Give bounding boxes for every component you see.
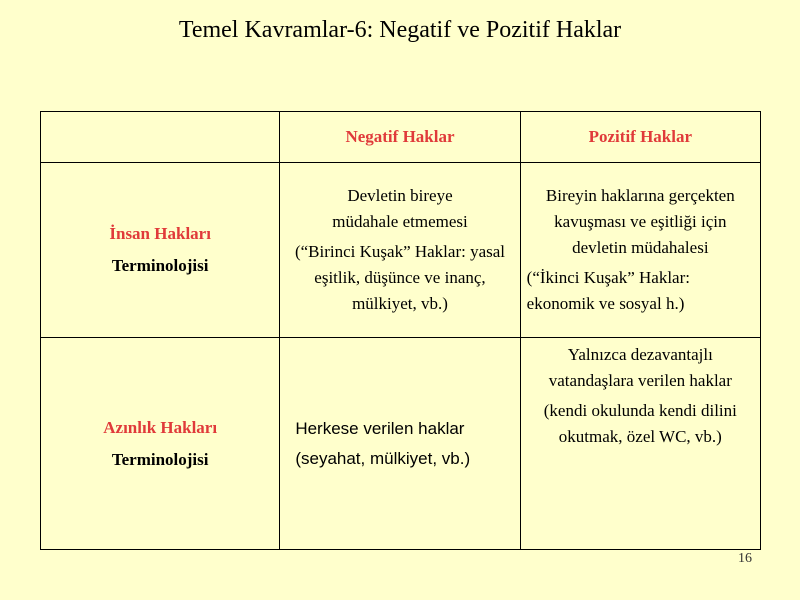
row-label-terminolojisi: Terminolojisi [111, 449, 209, 469]
cell-insan-pozitif [520, 163, 760, 338]
cell-azinlik-pozitif [520, 338, 760, 550]
row-label-azinlik-haklari: Azınlık Hakları [103, 417, 218, 437]
rights-comparison-table [40, 111, 761, 550]
cell-azinlik-negatif [280, 338, 520, 550]
cell-insan-negatif [280, 163, 520, 338]
row-label-cell [41, 338, 280, 550]
slide-title: Temel Kavramlar-6: Negatif ve Pozitif Haklar [178, 17, 622, 43]
cell-azinlik-pozitif-main: Yalnızca dezavantajlı vatandaşlara verilen haklar [548, 345, 732, 390]
row-label-cell [41, 163, 280, 338]
cell-insan-negatif-main: Devletin bireye müdahale etmemesi [332, 186, 468, 231]
cell-insan-pozitif-main: Bireyin haklarına gerçekten kavuşması ve eşitliği için devletin müdahalesi [545, 186, 735, 257]
row-label-terminolojisi: Terminolojisi [111, 256, 209, 275]
cell-azinlik-negatif-main: Herkese verilen haklar [295, 418, 465, 438]
page-number: 16 [738, 551, 752, 566]
row-label-insan-haklari: İnsan Hakları [109, 224, 211, 243]
cell-azinlik-negatif-note: (seyahat, mülkiyet, vb.) [295, 448, 471, 468]
table-row-insan-haklari [41, 163, 761, 338]
cell-azinlik-pozitif-note: (kendi okulunda kendi dilini okutmak, özel WC, vb.) [543, 401, 737, 446]
header-pozitif-haklar: Pozitif Haklar [520, 112, 760, 163]
table-row-azinlik-haklari [41, 338, 761, 550]
table-header-row [41, 112, 761, 163]
header-negatif-haklar: Negatif Haklar [280, 112, 520, 163]
cell-insan-negatif-note: (“Birinci Kuşak” Haklar: yasal eşitlik, düşünce ve inanç, mülkiyet, vb.) [294, 242, 506, 313]
cell-insan-pozitif-note: (“İkinci Kuşak” Haklar: ekonomik ve sosyal h.) [526, 268, 690, 313]
header-empty-cell [41, 112, 280, 163]
